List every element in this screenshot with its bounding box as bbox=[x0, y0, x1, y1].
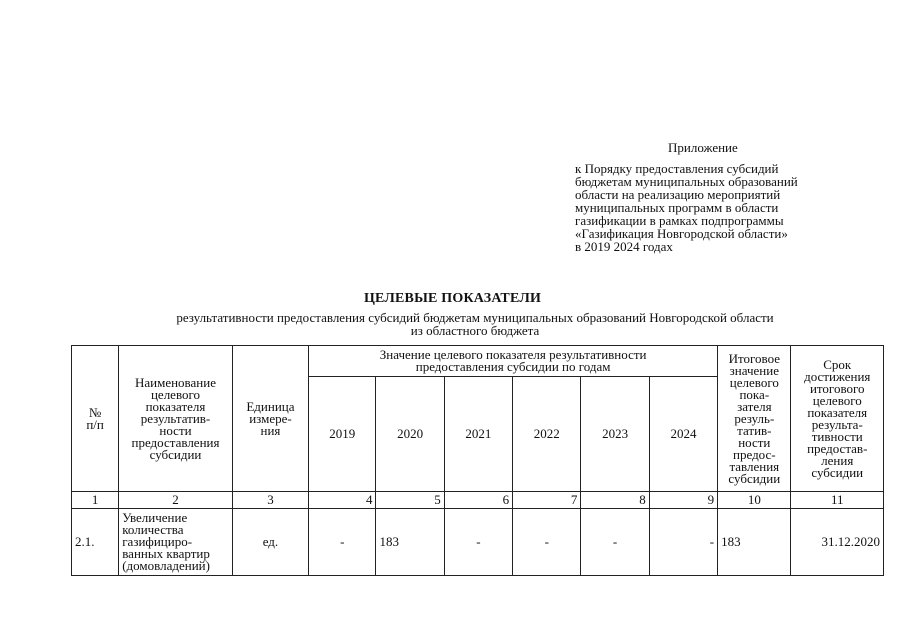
row-value-2023: - bbox=[581, 509, 649, 576]
appendix-text bbox=[575, 162, 855, 253]
row-deadline: 31.12.2020 bbox=[791, 509, 884, 576]
row-value-2024: - bbox=[649, 509, 717, 576]
column-number: 3 bbox=[232, 492, 308, 509]
column-number: 4 bbox=[309, 492, 376, 509]
header-deadline: Срок достижения итогового целевого показателя результа- тивности предостав- ления субсидии bbox=[791, 346, 884, 492]
header-values-group: Значение целевого показателя результативности предоставления субсидии по годам bbox=[309, 346, 718, 377]
header-year: 2022 bbox=[513, 377, 581, 492]
appendix-title: Приложение bbox=[668, 140, 738, 155]
document-subtitle bbox=[0, 311, 905, 337]
appendix-line: к Порядку предоставления субсидий bbox=[575, 161, 779, 176]
row-num: 2.1. bbox=[72, 509, 119, 576]
appendix-line: муниципальных программ в области bbox=[575, 200, 779, 215]
column-numbers-row bbox=[72, 492, 884, 509]
document-subtitle-line2: из областного бюджета bbox=[410, 323, 540, 338]
row-value-2019: - bbox=[309, 509, 376, 576]
appendix-line: бюджетам муниципальных образований bbox=[575, 174, 798, 189]
column-number: 7 bbox=[513, 492, 581, 509]
column-number: 5 bbox=[376, 492, 444, 509]
column-number: 11 bbox=[791, 492, 884, 509]
row-value-2022: - bbox=[513, 509, 581, 576]
header-name: Наименование целевого показателя результатив- ности предоставления субсидии bbox=[119, 346, 233, 492]
appendix-line: «Газификация Новгородской области» bbox=[575, 226, 788, 241]
column-number: 2 bbox=[119, 492, 233, 509]
target-indicators-table bbox=[71, 345, 884, 576]
column-number: 6 bbox=[444, 492, 512, 509]
header-year: 2021 bbox=[444, 377, 512, 492]
column-number: 8 bbox=[581, 492, 649, 509]
header-total: Итоговое значение целевого пока- зателя резуль- татив- ности предос- тавления субсидии bbox=[718, 346, 791, 492]
appendix-line: газификации в рамках подпрограммы bbox=[575, 213, 784, 228]
appendix-line: области на реализацию мероприятий bbox=[575, 187, 781, 202]
row-unit: ед. bbox=[232, 509, 308, 576]
column-number: 10 bbox=[718, 492, 791, 509]
header-year: 2020 bbox=[376, 377, 444, 492]
row-value-2021: - bbox=[444, 509, 512, 576]
header-year: 2023 bbox=[581, 377, 649, 492]
row-name: Увеличение количества газифициро- ванных квартир (домовладений) bbox=[119, 509, 233, 576]
row-total: 183 bbox=[718, 509, 791, 576]
column-number: 1 bbox=[72, 492, 119, 509]
row-value-2020: 183 bbox=[376, 509, 444, 576]
document-subtitle-line1: результативности предоставления субсидий бюджетам муниципальных образований Новгородской области bbox=[176, 310, 774, 325]
column-number: 9 bbox=[649, 492, 717, 509]
header-year: 2024 bbox=[649, 377, 717, 492]
header-num: № п/п bbox=[72, 346, 119, 492]
appendix-line: в 2019 2024 годах bbox=[575, 239, 673, 254]
table-row bbox=[72, 509, 884, 576]
header-unit: Единица измере- ния bbox=[232, 346, 308, 492]
header-row bbox=[72, 346, 884, 377]
header-year: 2019 bbox=[309, 377, 376, 492]
document-title: ЦЕЛЕВЫЕ ПОКАЗАТЕЛИ bbox=[363, 291, 542, 306]
